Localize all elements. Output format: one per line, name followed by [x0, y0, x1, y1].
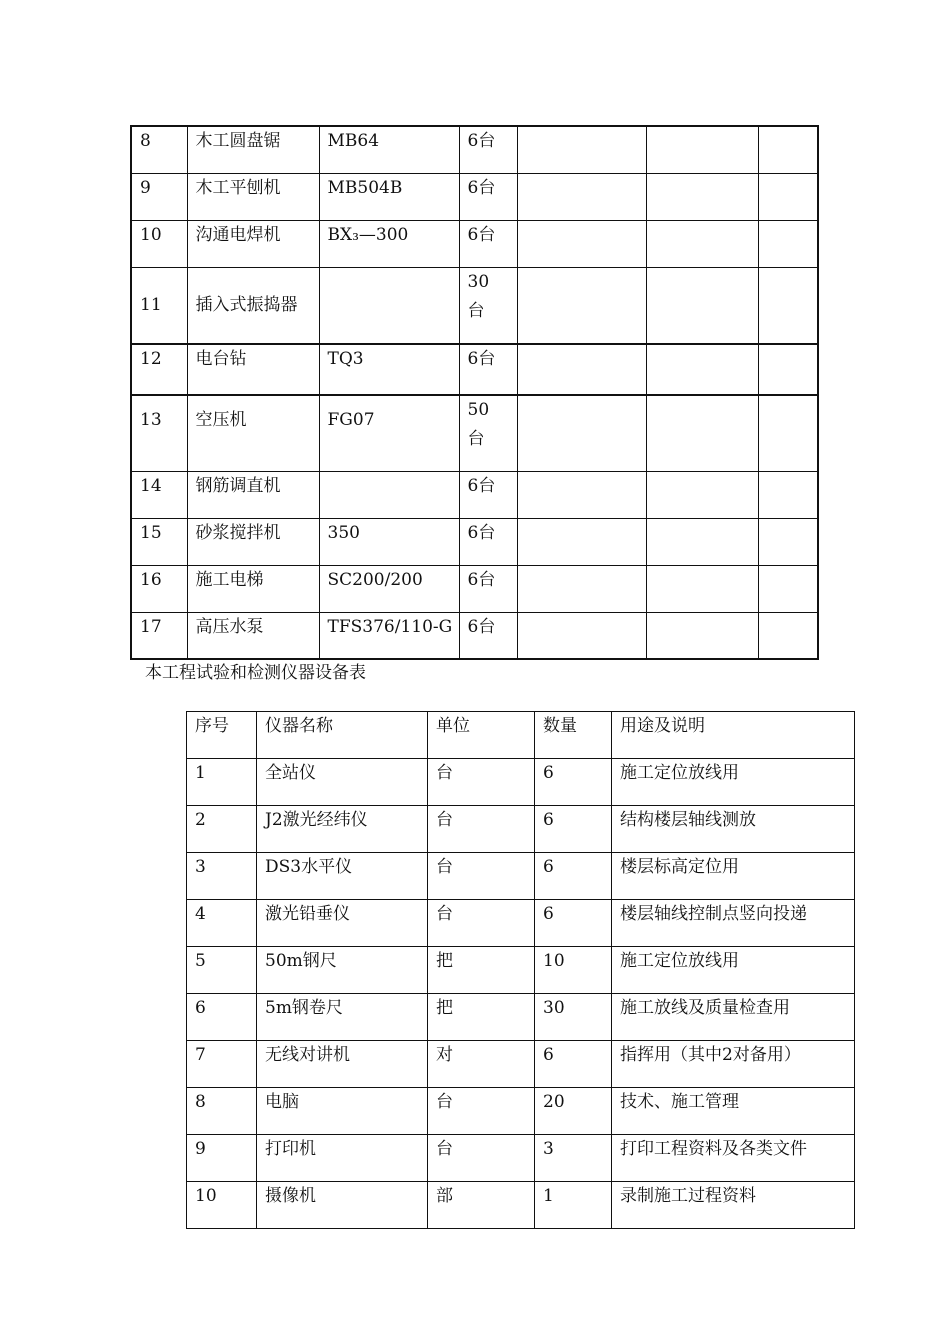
- table-row: [131, 471, 818, 518]
- table-row: [131, 173, 818, 220]
- empty-cell: [758, 173, 818, 220]
- table-row: [131, 220, 818, 267]
- empty-cell: [758, 344, 818, 395]
- empty-cell: [758, 565, 818, 612]
- unit: 台: [428, 853, 535, 900]
- empty-cell: [517, 126, 646, 173]
- equipment-model: SC200/200: [319, 565, 459, 612]
- purpose: 施工定位放线用: [612, 947, 855, 994]
- empty-cell: [517, 565, 646, 612]
- table-row: [187, 806, 855, 853]
- equipment-quantity: 6台: [459, 220, 517, 267]
- instrument-name: 摄像机: [257, 1182, 428, 1229]
- purpose: 楼层轴线控制点竖向投递: [612, 900, 855, 947]
- empty-cell: [517, 220, 646, 267]
- row-number: 8: [131, 126, 187, 173]
- quantity: 1: [535, 1182, 612, 1229]
- row-number: 8: [187, 1088, 257, 1135]
- quantity: 6: [535, 853, 612, 900]
- equipment-name: 空压机: [187, 395, 319, 471]
- quantity: 6: [535, 806, 612, 853]
- unit: 台: [428, 806, 535, 853]
- equipment-model: TQ3: [319, 344, 459, 395]
- table-row: [131, 518, 818, 565]
- equipment-name: 沟通电焊机: [187, 220, 319, 267]
- purpose: 施工放线及质量检查用: [612, 994, 855, 1041]
- purpose: 施工定位放线用: [612, 759, 855, 806]
- equipment-quantity: 6台: [459, 344, 517, 395]
- instrument-name: 无线对讲机: [257, 1041, 428, 1088]
- header-cell: 数量: [535, 712, 612, 759]
- unit: 把: [428, 947, 535, 994]
- empty-cell: [646, 612, 758, 659]
- equipment-name: 钢筋调直机: [187, 471, 319, 518]
- empty-cell: [517, 395, 646, 471]
- unit: 对: [428, 1041, 535, 1088]
- row-number: 6: [187, 994, 257, 1041]
- empty-cell: [646, 173, 758, 220]
- equipment-model: [319, 471, 459, 518]
- header-cell: 单位: [428, 712, 535, 759]
- instrument-name: J2激光经纬仪: [257, 806, 428, 853]
- row-number: 16: [131, 565, 187, 612]
- row-number: 10: [131, 220, 187, 267]
- header-cell: 仪器名称: [257, 712, 428, 759]
- row-number: 9: [187, 1135, 257, 1182]
- empty-cell: [646, 518, 758, 565]
- empty-cell: [646, 344, 758, 395]
- table-row: [187, 1135, 855, 1182]
- equipment-quantity: 6台: [459, 126, 517, 173]
- row-number: 11: [131, 267, 187, 344]
- instrument-name: 打印机: [257, 1135, 428, 1182]
- table-row: [187, 947, 855, 994]
- empty-cell: [758, 126, 818, 173]
- unit: 台: [428, 1088, 535, 1135]
- quantity: 20: [535, 1088, 612, 1135]
- equipment-model: FG07: [319, 395, 459, 471]
- empty-cell: [758, 612, 818, 659]
- empty-cell: [646, 126, 758, 173]
- equipment-model: TFS376/110-G: [319, 612, 459, 659]
- equipment-model: MB64: [319, 126, 459, 173]
- equipment-quantity: 6台: [459, 518, 517, 565]
- equipment-model: MB504B: [319, 173, 459, 220]
- empty-cell: [517, 344, 646, 395]
- row-number: 3: [187, 853, 257, 900]
- instrument-name: DS3水平仪: [257, 853, 428, 900]
- table-row: [131, 565, 818, 612]
- table-row: [131, 126, 818, 173]
- empty-cell: [646, 395, 758, 471]
- equipment-model: BX₃—300: [319, 220, 459, 267]
- equipment-table: [130, 125, 819, 660]
- table-row: [131, 267, 818, 344]
- purpose: 录制施工过程资料: [612, 1182, 855, 1229]
- equipment-name: 木工平刨机: [187, 173, 319, 220]
- equipment-name: 木工圆盘锯: [187, 126, 319, 173]
- table-row: [187, 994, 855, 1041]
- table-row: [187, 1041, 855, 1088]
- empty-cell: [646, 267, 758, 344]
- row-number: 1: [187, 759, 257, 806]
- empty-cell: [646, 471, 758, 518]
- table-row: [187, 1088, 855, 1135]
- equipment-name: 电台钻: [187, 344, 319, 395]
- equipment-quantity: 50台: [459, 395, 517, 471]
- table-row: [131, 395, 818, 471]
- equipment-quantity: 6台: [459, 612, 517, 659]
- quantity: 6: [535, 1041, 612, 1088]
- empty-cell: [646, 565, 758, 612]
- quantity: 10: [535, 947, 612, 994]
- row-number: 4: [187, 900, 257, 947]
- empty-cell: [517, 471, 646, 518]
- equipment-model: [319, 267, 459, 344]
- quantity: 6: [535, 759, 612, 806]
- equipment-model: 350: [319, 518, 459, 565]
- purpose: 楼层标高定位用: [612, 853, 855, 900]
- header-cell: 用途及说明: [612, 712, 855, 759]
- unit: 台: [428, 759, 535, 806]
- instrument-name: 电脑: [257, 1088, 428, 1135]
- equipment-name: 插入式振捣器: [187, 267, 319, 344]
- table-row: [187, 853, 855, 900]
- empty-cell: [517, 612, 646, 659]
- purpose: 结构楼层轴线测放: [612, 806, 855, 853]
- purpose: 指挥用（其中2对备用）: [612, 1041, 855, 1088]
- empty-cell: [758, 220, 818, 267]
- equipment-quantity: 30台: [459, 267, 517, 344]
- equipment-name: 施工电梯: [187, 565, 319, 612]
- quantity: 30: [535, 994, 612, 1041]
- instrument-name: 激光铅垂仪: [257, 900, 428, 947]
- row-number: 12: [131, 344, 187, 395]
- equipment-name: 砂浆搅拌机: [187, 518, 319, 565]
- header-cell: 序号: [187, 712, 257, 759]
- instrument-name: 5m钢卷尺: [257, 994, 428, 1041]
- equipment-quantity: 6台: [459, 565, 517, 612]
- table-row: [131, 344, 818, 395]
- table-row: [187, 759, 855, 806]
- quantity: 6: [535, 900, 612, 947]
- row-number: 2: [187, 806, 257, 853]
- empty-cell: [517, 267, 646, 344]
- table-row: [187, 1182, 855, 1229]
- empty-cell: [758, 267, 818, 344]
- unit: 把: [428, 994, 535, 1041]
- empty-cell: [758, 518, 818, 565]
- row-number: 9: [131, 173, 187, 220]
- instrument-table: [186, 711, 855, 1229]
- table-row: [187, 900, 855, 947]
- empty-cell: [517, 518, 646, 565]
- empty-cell: [758, 395, 818, 471]
- purpose: 技术、施工管理: [612, 1088, 855, 1135]
- empty-cell: [646, 220, 758, 267]
- row-number: 14: [131, 471, 187, 518]
- unit: 部: [428, 1182, 535, 1229]
- empty-cell: [758, 471, 818, 518]
- row-number: 13: [131, 395, 187, 471]
- equipment-name: 高压水泵: [187, 612, 319, 659]
- table-header-row: [187, 712, 855, 759]
- unit: 台: [428, 900, 535, 947]
- table-row: [131, 612, 818, 659]
- instrument-name: 50m钢尺: [257, 947, 428, 994]
- quantity: 3: [535, 1135, 612, 1182]
- row-number: 15: [131, 518, 187, 565]
- instrument-table-caption: 本工程试验和检测仪器设备表: [145, 663, 366, 683]
- row-number: 17: [131, 612, 187, 659]
- instrument-name: 全站仪: [257, 759, 428, 806]
- equipment-quantity: 6台: [459, 471, 517, 518]
- unit: 台: [428, 1135, 535, 1182]
- purpose: 打印工程资料及各类文件: [612, 1135, 855, 1182]
- row-number: 5: [187, 947, 257, 994]
- row-number: 10: [187, 1182, 257, 1229]
- row-number: 7: [187, 1041, 257, 1088]
- empty-cell: [517, 173, 646, 220]
- equipment-quantity: 6台: [459, 173, 517, 220]
